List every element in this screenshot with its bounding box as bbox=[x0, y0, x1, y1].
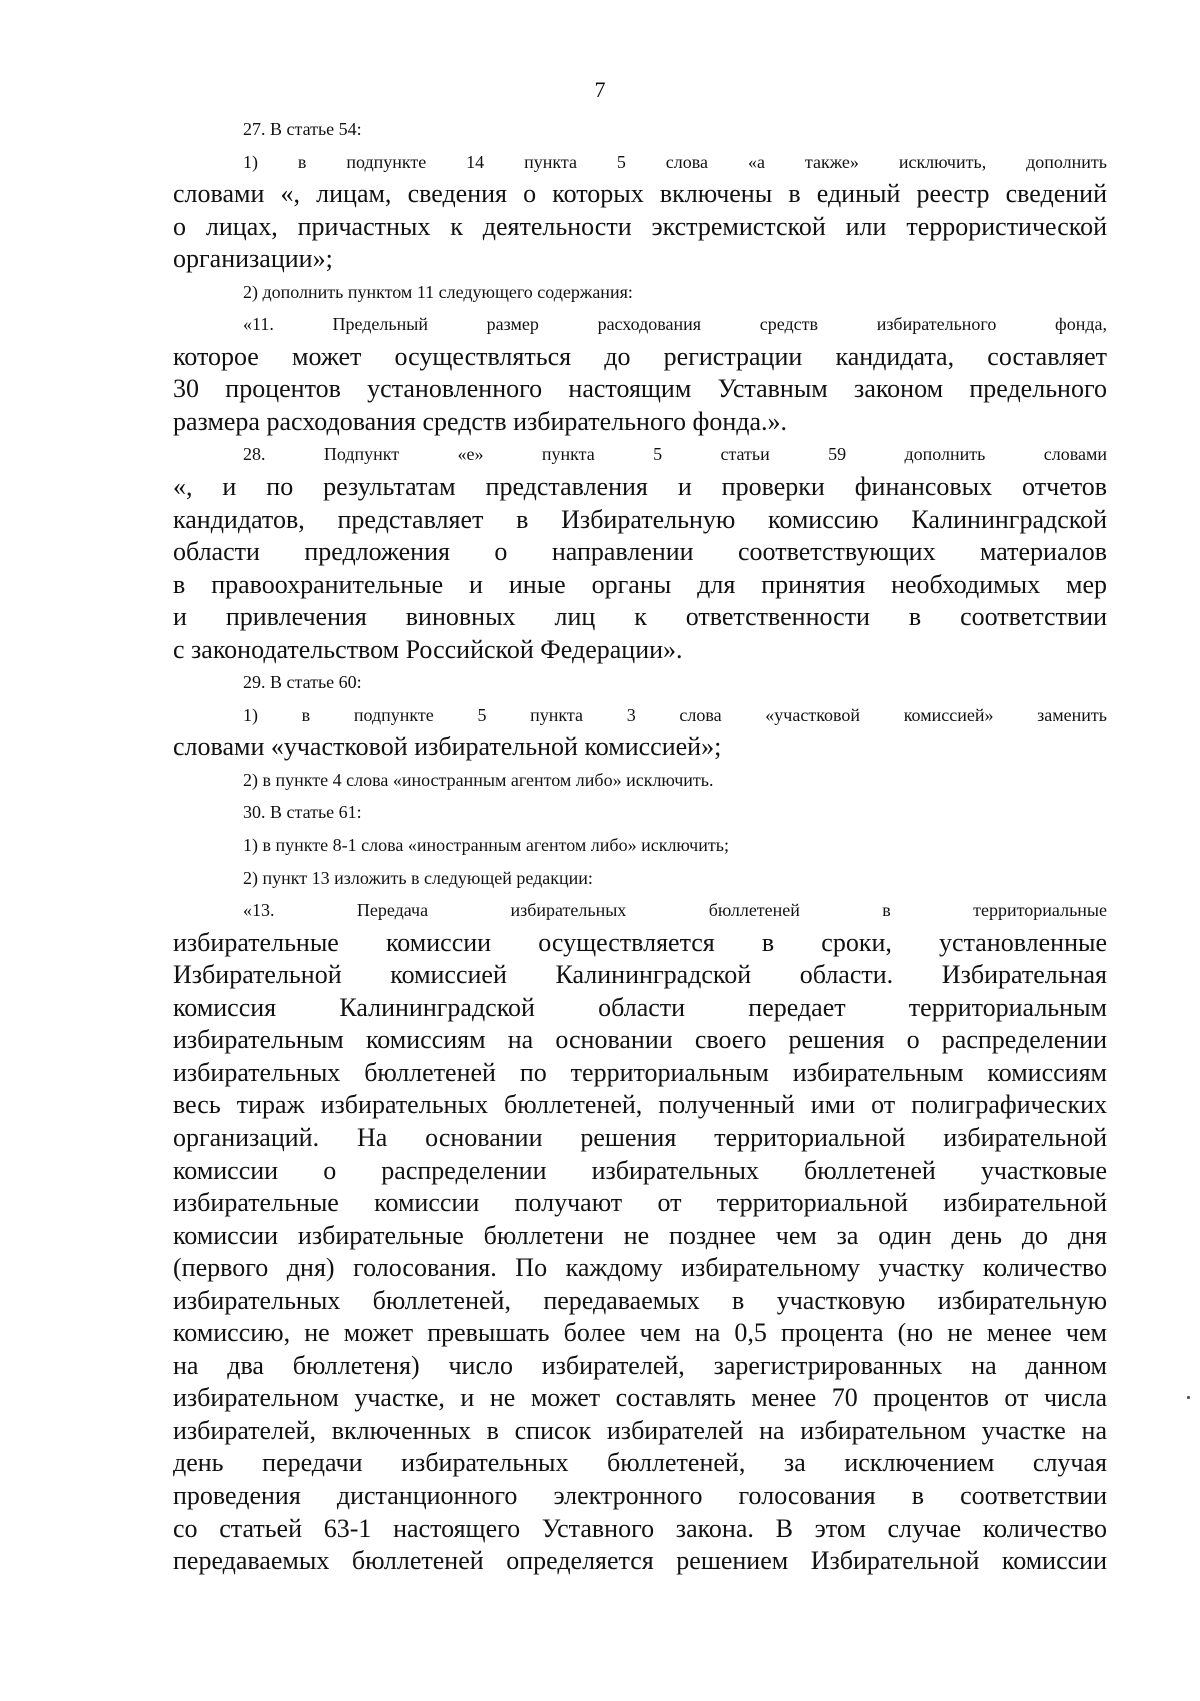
text-line: 28. Подпункт «е» пункта 5 статьи 59 дополнить словами bbox=[243, 444, 1107, 465]
text-line: 2) дополнить пунктом 11 следующего содержания: bbox=[243, 281, 633, 302]
text-line: «11. Предельный размер расходования средств избирательного фонда, bbox=[243, 314, 1107, 335]
text-line: о лицах, причастных к деятельности экстремистской или террористической bbox=[173, 211, 1107, 241]
text-line: словами «, лицам, сведения о которых включены в единый реестр сведений bbox=[173, 179, 1107, 209]
text-line: области предложения о направлении соответствующих материалов bbox=[173, 537, 1107, 567]
text-line: комиссии о распределении избирательных бюллетеней участковые bbox=[173, 1155, 1107, 1185]
text-line: Избирательной комиссией Калининградской области. Избирательная bbox=[173, 960, 1107, 990]
text-line: избирательные комиссии получают от территориальной избирательной bbox=[173, 1188, 1107, 1218]
text-line: на два бюллетеня) число избирателей, зарегистрированных на данном bbox=[173, 1350, 1107, 1380]
text-line: (первого дня) голосования. По каждому избирательному участку количество bbox=[173, 1253, 1107, 1283]
text-line: «13. Передача избирательных бюллетеней в территориальные bbox=[243, 900, 1107, 921]
text-line: 1) в пункте 8-1 слова «иностранным агентом либо» исключить; bbox=[243, 835, 729, 856]
text-line: избирательных бюллетеней по территориальным избирательным комиссиям bbox=[173, 1057, 1107, 1087]
text-line: «, и по результатам представления и проверки финансовых отчетов bbox=[173, 472, 1107, 502]
scan-speck bbox=[1187, 1396, 1190, 1399]
text-line: комиссию, не может превышать более чем на 0,5 процента (но не менее чем bbox=[173, 1318, 1107, 1348]
text-line: кандидатов, представляет в Избирательную комиссию Калининградской bbox=[173, 504, 1107, 534]
text-line: комиссия Калининградской области передает территориальным bbox=[173, 992, 1107, 1022]
text-line: комиссии избирательные бюллетени не позднее чем за один день до дня bbox=[173, 1220, 1107, 1250]
page-number: 7 bbox=[594, 77, 606, 102]
text-line: которое может осуществляться до регистрации кандидата, составляет bbox=[173, 341, 1107, 371]
text-line: избирательном участке, и не может составлять менее 70 процентов от числа bbox=[173, 1383, 1107, 1413]
text-line: 2) в пункте 4 слова «иностранным агентом либо» исключить. bbox=[243, 769, 714, 790]
text-line: организации»; bbox=[173, 244, 333, 274]
text-line: в правоохранительные и иные органы для принятия необходимых мер bbox=[173, 569, 1107, 599]
text-line: 1) в подпункте 14 пункта 5 слова «а также» исключить, дополнить bbox=[243, 151, 1107, 172]
text-line: 30. В статье 61: bbox=[243, 802, 362, 823]
text-line: словами «участковой избирательной комиссией»; bbox=[173, 732, 722, 762]
text-line: с законодательством Российской Федерации». bbox=[173, 634, 683, 664]
text-line: весь тираж избирательных бюллетеней, полученный ими от полиграфических bbox=[173, 1090, 1107, 1120]
text-line: 29. В статье 60: bbox=[243, 672, 362, 693]
text-line: передаваемых бюллетеней определяется решением Избирательной комиссии bbox=[173, 1546, 1107, 1576]
text-line: и привлечения виновных лиц к ответственности в соответствии bbox=[173, 602, 1107, 632]
text-line: избирательные комиссии осуществляется в сроки, установленные bbox=[173, 927, 1107, 957]
text-line: избирательных бюллетеней, передаваемых в участковую избирательную bbox=[173, 1285, 1107, 1315]
text-line: избирательным комиссиям на основании своего решения о распределении bbox=[173, 1025, 1107, 1055]
text-line: избирателей, включенных в список избирателей на избирательном участке на bbox=[173, 1415, 1107, 1445]
text-line: 1) в подпункте 5 пункта 3 слова «участковой комиссией» заменить bbox=[243, 704, 1107, 725]
text-line: 30 процентов установленного настоящим Уставным законом предельного bbox=[173, 374, 1107, 404]
text-line: день передачи избирательных бюллетеней, за исключением случая bbox=[173, 1448, 1107, 1478]
text-line: организаций. На основании решения территориальной избирательной bbox=[173, 1122, 1107, 1152]
text-line: размера расходования средств избирательного фонда.». bbox=[173, 406, 787, 436]
document-body bbox=[173, 113, 1107, 1578]
text-line: 2) пункт 13 изложить в следующей редакции: bbox=[243, 867, 593, 888]
text-line: 27. В статье 54: bbox=[243, 119, 362, 139]
text-line: проведения дистанционного электронного голосования в соответствии bbox=[173, 1480, 1107, 1510]
text-line: со статьей 63-1 настоящего Уставного закона. В этом случае количество bbox=[173, 1513, 1107, 1543]
